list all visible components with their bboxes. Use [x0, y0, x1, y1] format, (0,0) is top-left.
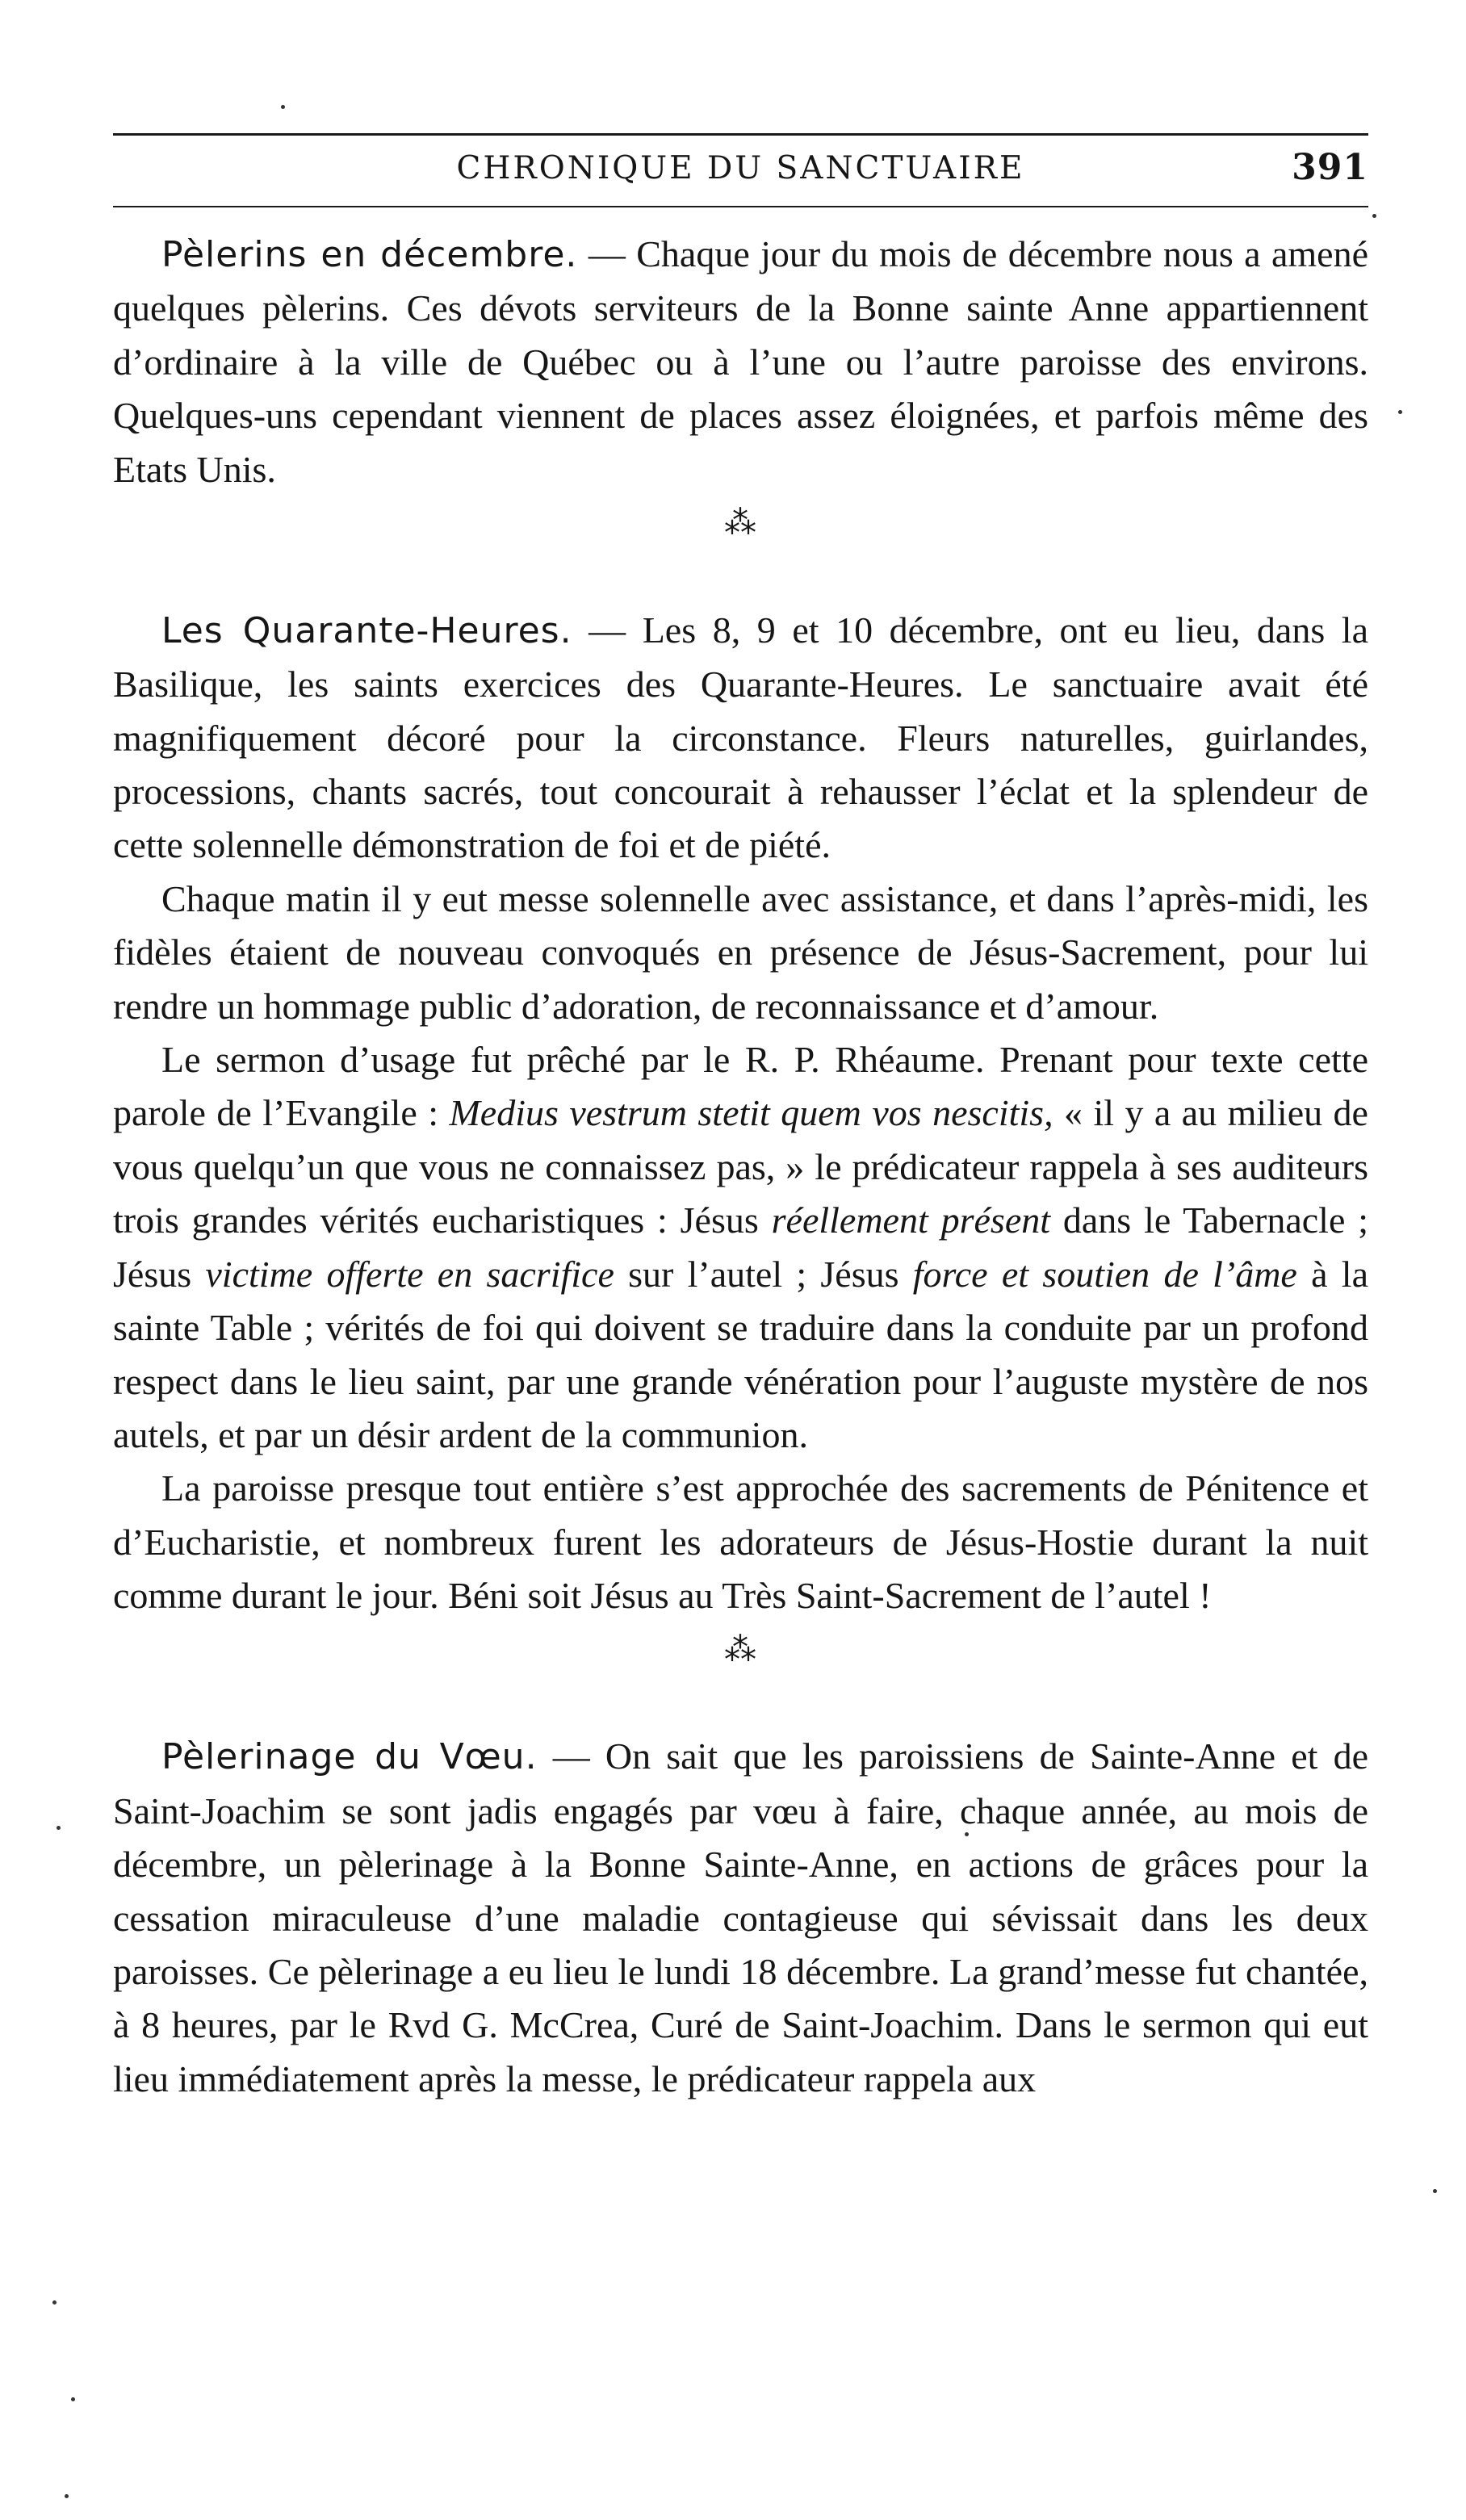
paragraph-text: Le sermon d’usage fut prêché par le R. P. Rhéaume. Prenant pour texte cette parole de l’Evangile :: [113, 1039, 1368, 1134]
paragraph-text: sur l’autel ; Jésus: [614, 1253, 913, 1295]
scan-speck: [281, 105, 285, 109]
paragraph-text: à la sainte Table ; vérités de foi qui doivent se traduire dans la conduite par un profond respect dans le lieu saint, par une grande vénération pour l’auguste mystère de nos autels, et par un désir ardent de la communion.: [113, 1253, 1368, 1455]
paragraph-text: dans le Tabernacle ; Jésus: [113, 1199, 1368, 1295]
paragraph-pelerinage-voeu: [113, 1730, 1368, 2106]
scan-speck: [965, 1832, 969, 1836]
paragraph-text: — Les 8, 9 et 10 décembre, ont eu lieu, dans la Basilique, les saints exercices des Quarante-Heures. Le sanctuaire avait été magnifiquement décoré pour la circonstance. Fleurs naturelles, guirlandes, processions, chants sacrés, tout concourait à rehausser l’éclat et la splendeur de cette solennelle démonstration de foi et de piété.: [113, 609, 1368, 866]
paragraph-messe-solennelle: Chaque matin il y eut messe solennelle avec assistance, et dans l’après-midi, les fidèles étaient de nouveau convoqués en présence de Jésus-Sacrement, pour lui rendre un hommage public d’adoration, de reconnaissance et d’amour.: [113, 877, 1368, 1027]
page-number: 391: [1292, 147, 1368, 188]
header-top-rule: [113, 133, 1368, 136]
paragraph-text: — On sait que les paroissiens de Sainte-Anne et de Saint-Joachim se sont jadis engagés par vœu à faire, chaque année, au mois de décembre, un pèlerinage à la Bonne Sainte-Anne, en actions de grâces pour la cessation miraculeuse d’une maladie contagieuse qui sévissait dans les deux paroisses. Ce pèlerinage a eu lieu le lundi 18 décembre. La grand’messe fut chantée, à 8 heures, par le Rvd G. McCrea, Curé de Saint-Joachim. Dans le sermon qui eut lieu immédiatement après la messe, le prédicateur rappela aux: [113, 1735, 1369, 2099]
scan-speck: [65, 2494, 69, 2498]
scan-speck: [1398, 410, 1402, 414]
section-heading-pelerinage-voeu: Pèlerinage du Vœu.: [161, 1736, 538, 1778]
scan-speck: [57, 1826, 61, 1830]
scan-speck: [1372, 214, 1376, 218]
section-heading-quarante-heures: Les Quarante-Heures.: [161, 609, 572, 651]
italic-phrase: réellement présent: [771, 1199, 1051, 1241]
italic-phrase: force et soutien de l’âme: [912, 1253, 1297, 1295]
section-spacer: [113, 1677, 1368, 1730]
section-heading-pelerins: Pèlerins en décembre.: [161, 234, 578, 275]
paragraph-pelerins: [113, 228, 1368, 496]
latin-quote: Medius vestrum stetit quem vos nescitis,: [449, 1092, 1053, 1134]
running-title: CHRONIQUE DU SANCTUAIRE: [456, 150, 1025, 186]
italic-phrase: victime offerte en sacrifice: [205, 1253, 614, 1295]
paragraph-text: — Chaque jour du mois de décembre nous a amené quelques pèlerins. Ces dévots serviteurs de la Bonne sainte Anne appartiennent d’ordinaire à la ville de Québec ou à l’une ou l’autre paroisse des environs. Quelques-uns cependant viennent de places assez éloignées, et parfois même des Etats Unis.: [113, 233, 1369, 490]
paragraph-quarante-heures: [113, 604, 1368, 873]
scan-speck: [71, 2397, 75, 2401]
header-bottom-rule: [113, 206, 1368, 207]
paragraph-text: « il y a au milieu de vous quelqu’un que vous ne connaissez pas, » le prédicateur rappela à ses auditeurs trois grandes vérités eucharistiques : Jésus: [113, 1092, 1368, 1241]
paragraph-paroisse: La paroisse presque tout entière s’est approchée des sacrements de Pénitence et d’Eucharistie, et nombreux furent les adorateurs de Jésus-Hostie durant la nuit comme durant le jour. Béni soit Jésus au Très Saint-Sacrement de l’autel !: [113, 1467, 1368, 1617]
page-body: [113, 228, 1368, 2106]
page-header: [113, 144, 1368, 200]
scan-speck: [1433, 2189, 1437, 2193]
scan-speck: [52, 2300, 57, 2304]
paragraph-sermon: [113, 1033, 1368, 1462]
ornament-divider: ⁂: [724, 504, 757, 542]
section-spacer: [113, 550, 1368, 603]
ornament-divider: ⁂: [724, 1630, 757, 1668]
